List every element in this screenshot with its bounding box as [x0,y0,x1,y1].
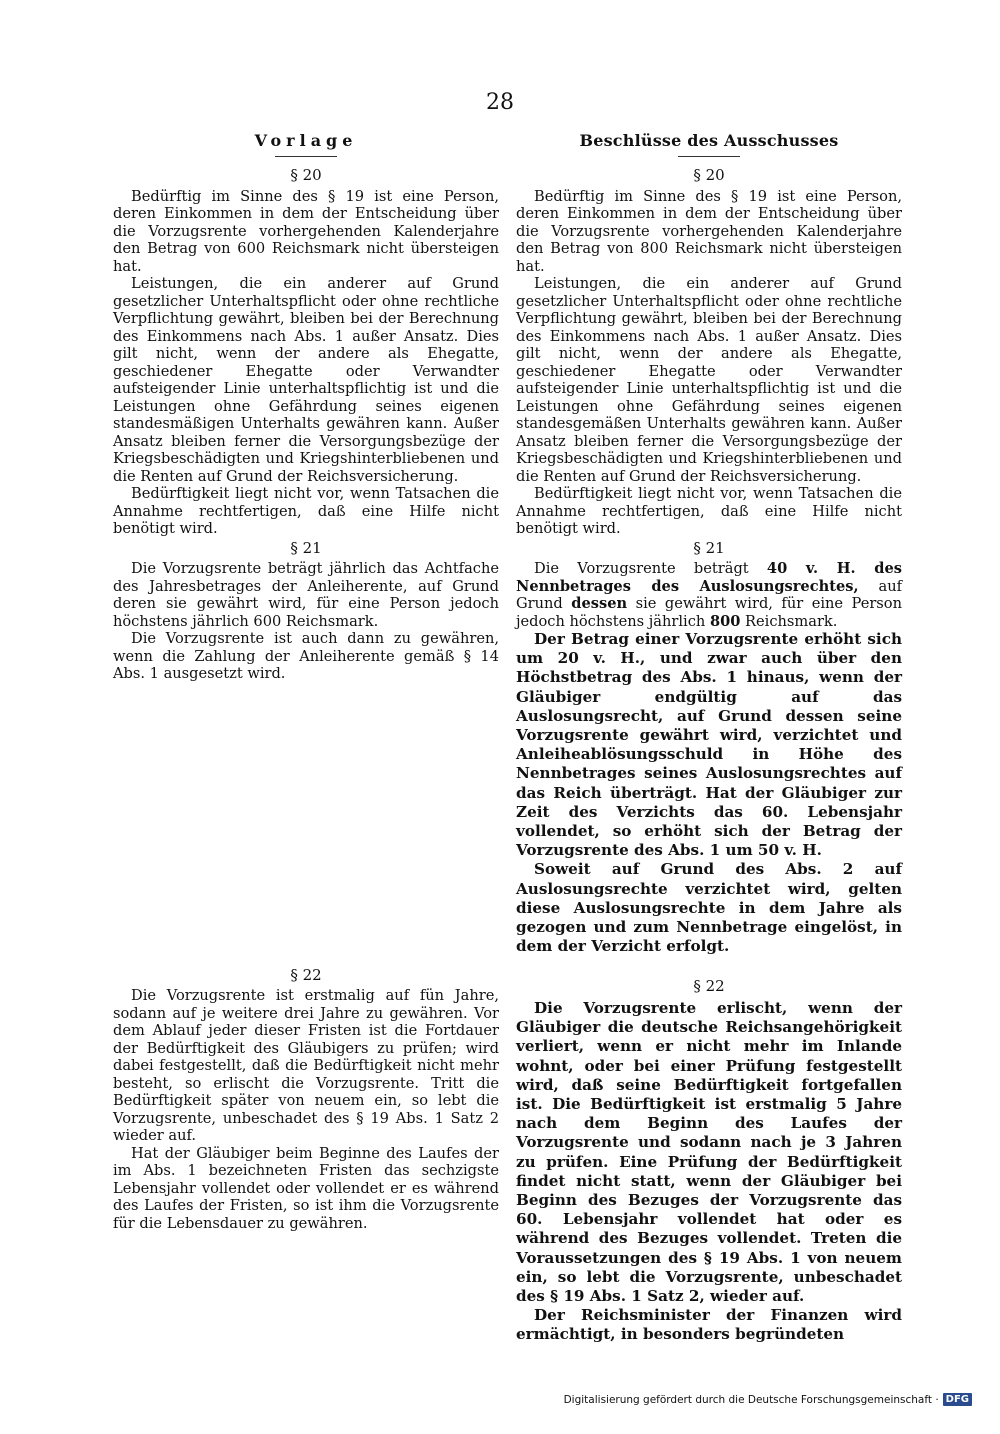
dfg-logo-icon: DFG [943,1393,972,1406]
left-section-20 [113,167,499,538]
paragraph: Die Vorzugsrente ist erstmalig auf fün Jahre, sodann auf je weitere drei Jahre zu gewähren. Vor dem Ablauf jeder dieser Fristen ist die Fortdauer der Bedürftigkeit des Gläubigers zu prüfen; wird dabei festgestellt, daß die Bedürftigkeit nicht mehr besteht, so erlischt die Vorzugsrente. Tritt die Bedürftigkeit später von neuem ein, so lebt die Vorzugsrente, unbeschadet des § 19 Abs. 1 Satz 2 wieder auf. [113,987,499,1144]
title-rule [678,156,740,157]
text-run: auf Grund [516,577,902,612]
amended-paragraph [516,860,902,956]
paragraph: Hat der Gläubiger beim Beginne des Laufes der im Abs. 1 bezeichneten Fristen das sechzigste Lebensjahr vollendet oder vollendet er es während des Laufes der Fristen, so ist ihm die Vorzugsrente für die Lebensdauer zu gewähren. [113,1144,499,1232]
page-number: 28 [486,90,514,115]
paragraph: Die Vorzugsrente beträgt jährlich das Achtfache des Jahresbetrages der Anleiherente, auf Grund deren sie gewährt wird, für eine Person jedoch höchstens jährlich 600 Reichsmark. [113,560,499,630]
amended-paragraph [516,1306,902,1344]
digitization-footer [564,1393,972,1406]
section-heading: § 21 [693,538,725,557]
amended-text: Der Reichsminister der Finanzen wird ermächtigt, in besonders begründeten [516,1306,902,1344]
left-column-title: Vorlage [254,131,358,150]
amended-text: 800 [709,612,741,630]
paragraph: Die Vorzugsrente ist auch dann zu gewähren, wenn die Zahlung der Anleiherente gemäß § 14 Abs. 1 ausgesetzt wird. [113,630,499,682]
text-run: Reichsmark. [740,612,838,630]
text-run: sie gewährt wird, für eine Person jedoch höchstens jährlich [516,595,902,630]
paragraph: Bedürftigkeit liegt nicht vor, wenn Tatsachen die Annahme rechtfertigen, daß eine Hilfe nicht benötigt wird. [113,485,499,537]
title-rule [275,156,337,157]
paragraph: Leistungen, die ein anderer auf Grund gesetzlicher Unterhaltspflicht oder ohne rechtliche Verpflichtung gewährt, bleiben bei der Berechnung des Einkommens nach Abs. 1 außer Ansatz. Dies gilt nicht, wenn der andere als Ehegatte, geschiedener Ehegatte oder Verwandter aufsteigender Linie unterhaltspflichtig ist und die Leistungen ohne Gefährdung seines eigenen standesmäßigen Unterhalts gewähren kann. Außer Ansatz bleiben ferner die Versorgungsbezüge der Kriegsbeschädigten und Kriegshinterbliebenen und die Renten auf Grund der Reichsversicherung. [113,275,499,485]
amended-paragraph [516,630,902,860]
right-section-20 [516,167,902,538]
amended-text: Soweit auf Grund des Abs. 2 auf Auslosungsrechte verzichtet wird, gelten diese Auslosungsrechte in dem Jahre als gezogen und zum Nennbetrage eingelöst, in dem der Verzicht erfolgt. [516,860,902,956]
right-section-21 [516,540,902,957]
left-section-22 [113,967,499,1233]
footer-text: Digitalisierung gefördert durch die Deutsche Forschungsgemeinschaft · [563,1393,939,1406]
section-heading: § 20 [693,166,725,184]
column-spacer [516,956,902,976]
section-heading: § 22 [290,965,322,984]
paragraph: Bedürftig im Sinne des § 19 ist eine Person, deren Einkommen in dem der Entscheidung über die Vorzugsrente vorhergehenden Kalenderjahre den Betrag von 600 Reichsmark nicht übersteigen hat. [113,187,499,275]
paragraph [516,560,902,630]
section-heading: § 22 [693,977,725,996]
left-section-21 [113,540,499,683]
column-spacer [113,683,499,965]
section-heading: § 21 [290,538,322,557]
right-column-title: Beschlüsse des Ausschusses [579,131,839,150]
paragraph: Leistungen, die ein anderer auf Grund gesetzlicher Unterhaltspflicht oder ohne rechtliche Verpflichtung gewährt, bleiben bei der Berechnung des Einkommens nach Abs. 1 außer Ansatz. Dies gilt nicht, wenn der andere als Ehegatte, geschiedener Ehegatte oder Verwandter aufsteigender Linie unterhaltspflichtig ist und die Leistungen ohne Gefährdung seines eigenen standesgemäßen Unterhalts gewähren kann. Außer Ansatz bleiben ferner die Versorgungsbezüge der Kriegsbeschädigten und Kriegshinterbliebenen und die Renten auf Grund der Reichsversicherung. [516,275,902,485]
paragraph: Bedürftigkeit liegt nicht vor, wenn Tatsachen die Annahme rechtfertigen, daß eine Hilfe nicht benötigt wird. [516,485,902,537]
left-column [113,130,499,1232]
amended-text: 40 v. H. des Nennbetrages des Auslosungsrechtes, [516,560,903,595]
section-heading: § 20 [290,166,322,184]
right-section-22 [516,978,902,1344]
amended-paragraph [516,999,902,1306]
text-run: Die Vorzugsrente beträgt [534,560,767,577]
amended-text: Die Vorzugsrente erlischt, wenn der Gläubiger die deutsche Reichsangehörigkeit verliert, wenn er nicht mehr im Inlande wohnt, oder bei einer Prüfung festgestellt wird, daß seine Bedürftigkeit fortgefallen ist. Die Bedürftigkeit ist erstmalig 5 Jahre nach dem Beginn des Laufes der Vorzugsrente und sodann nach je 3 Jahren zu prüfen. Eine Prüfung der Bedürftigkeit findet nicht statt, wenn der Gläubiger bei Beginn des Bezuges der Vorzugsrente das 60. Lebensjahr vollendet hat oder es während des Bezuges vollendet. Treten die Voraussetzungen des § 19 Abs. 1 von neuem ein, so lebt die Vorzugsrente, unbeschadet des § 19 Abs. 1 Satz 2, wieder auf. [516,998,902,1305]
paragraph: Bedürftig im Sinne des § 19 ist eine Person, deren Einkommen in dem der Entscheidung über die Vorzugsrente vorhergehenden Kalenderjahre den Betrag von 800 Reichsmark nicht übersteigen hat. [516,187,902,275]
amended-text: dessen [571,595,628,612]
amended-text: Der Betrag einer Vorzugsrente erhöht sich um 20 v. H., und zwar auch über den Höchstbetrag des Abs. 1 hinaus, wenn der Gläubiger endgültig auf das Auslosungsrecht, auf Grund dessen seine Vorzugsrente gewährt wird, verzichtet und Anleiheablösungsschuld in Höhe des Nennbetrages seines Auslosungsrechtes auf das Reich überträgt. Hat der Gläubiger zur Zeit des Verzichts das 60. Lebensjahr vollendet, so erhöht sich der Betrag der Vorzugsrente des Abs. 1 um 50 v. H. [516,630,902,860]
right-column [516,130,902,1345]
